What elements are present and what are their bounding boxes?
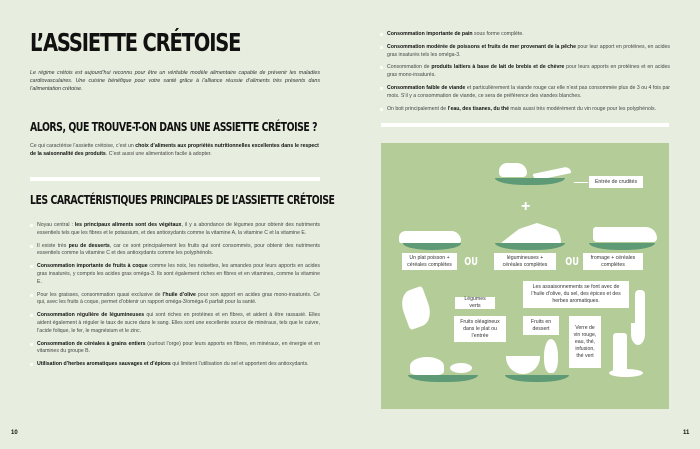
or-label: OU — [565, 255, 580, 268]
olive-oil-bottle-icon — [635, 290, 645, 326]
green-vegetables-icon — [397, 286, 434, 331]
teapot-icon — [613, 333, 627, 373]
list-item: Consommation de céréales à grains entiers (surtout l’orge) pour leurs apports en fibres, en minéraux, en énergie et en vitamines du groupe B. — [30, 341, 320, 357]
page-number: 10 — [11, 430, 18, 436]
section-what-text: Ce qui caractérise l’assiette crétoise, c’est un choix d’aliments aux propriétés nutritionnelles excellentes dans le respect de la saisonnalité des produits. C’est aussi une alimentation facile à adopter. — [30, 143, 319, 157]
list-item: Utilisation d’herbes aromatiques sauvages et d’épices qui limitent l’utilisation du sel et apportent des antioxydants. — [30, 361, 320, 369]
label-green-vegetables: Légumes verts — [455, 297, 495, 309]
banana-icon — [506, 356, 540, 374]
right-list — [380, 31, 670, 118]
intro-text: Le régime crétois est aujourd’hui reconnu pour être un véritable modèle alimentaire capable de prévenir les maladies cardiovasculaires. Une cuisine bénéfique pour votre santé grâce à l’alliance réussie d’aliments très présents dans l’alimentation crétoise. — [30, 70, 320, 93]
label-nuts: Fruits oléagineux dans le plat ou l’entrée — [454, 316, 506, 342]
tea-cup-icon — [609, 369, 643, 377]
pineapple-icon — [544, 339, 558, 373]
arrow-icon — [574, 182, 588, 183]
right-page — [350, 0, 700, 449]
list-item: Consommation importante de pain sous forme complète. — [380, 31, 670, 39]
fish-icon — [399, 231, 461, 243]
section-heading-what: ALORS, QUE TROUVE-T-ON DANS UNE ASSIETTE CRÉTOISE ? — [30, 120, 318, 134]
almonds-icon — [450, 363, 472, 373]
list-item: Consommation importante de fruits à coque comme les noix, les noisettes, les amandes pour leurs apports en acides gras insaturés, y compris les acides gras oméga-3. Ils sont également riches en fibres et en vitamines, comme la vitamine E. — [30, 263, 320, 286]
divider — [30, 177, 320, 181]
wine-glass-icon — [631, 323, 645, 345]
section-heading-characteristics: LES CARACTÉRISTIQUES PRINCIPALES DE L’ASSIETTE CRÉTOISE — [30, 193, 335, 207]
label-fruits: Fruits en dessert — [523, 316, 559, 335]
starter-plate-icon — [495, 178, 565, 185]
cheese-bread-icon — [593, 227, 657, 242]
or-label: OU — [464, 255, 479, 268]
salad-icon — [499, 163, 527, 177]
grain-icon — [501, 223, 561, 243]
list-item: Noyau central : les principaux aliments sont des végétaux, il y a abondance de légumes pour obtenir des nutriments essentiels tels que les fibres et le potassium, et des antioxydants comme la vitamine A, la vitamine C et la vitamine E. — [30, 222, 320, 238]
list-item: Pour les graisses, consommation quasi exclusive de l’huile d’olive pour son apport en acides gras mono-insaturés. Ce qui, avec les fruits à coque, permet d’obtenir un rapport oméga-3/oméga-6 parfait pour la santé. — [30, 292, 320, 308]
characteristics-list — [30, 222, 320, 374]
label-seasoning: Les assaisonnements se font avec de l’huile d’olive, du sel, des épices et des herbes aromatiques. — [523, 281, 629, 308]
cretan-plate-infographic — [381, 143, 669, 409]
label-starter: Entrée de crudités — [589, 176, 643, 188]
plus-icon: + — [521, 198, 531, 215]
nuts-icon — [410, 357, 444, 375]
fish-plate-icon — [403, 243, 461, 250]
label-fish-option: Un plat poisson + céréales complètes — [402, 253, 457, 270]
page-title: L’ASSIETTE CRÉTOISE — [30, 28, 241, 57]
legume-plate-icon — [495, 243, 565, 250]
label-drinks: Verre de vin rouge, eau, thé, infusion, thé vert — [569, 316, 601, 368]
divider — [381, 123, 669, 127]
list-item: On boit principalement de l’eau, des tisanes, du thé mais aussi très modérément du vin rouge pour les polyphénols. — [380, 106, 670, 114]
nuts-plate-icon — [408, 375, 478, 382]
list-item: Consommation modérée de poissons et fruits de mer provenant de la pêche pour leur apport en protéines, en acides gras insaturés tels les oméga-3. — [380, 44, 670, 60]
list-item: Consommation régulière de légumineuses qui sont riches en protéines et en fibres, et aident à être rassasié. Elles aident également à réguler le taux de sucre dans le sang. Elles sont une excellente source de minéraux, tels que le cuivre, l’acide folique, le fer, le magnésium et le zinc. — [30, 312, 320, 335]
label-legume-option: légumineuses + céréales complètes — [494, 253, 556, 270]
fruit-plate-icon — [505, 375, 569, 382]
list-item: Consommation faible de viande et particulièrement la viande rouge car elle n’est pas consommée plus de 3 ou 4 fois par mois. S’il y a consommation de viande, ce sera de préférence des viandes blanches. — [380, 85, 670, 101]
list-item: Consommation de produits laitiers à base de lait de brebis et de chèvre pour leurs apports en protéines et en acides gras mono-insaturés. — [380, 64, 670, 80]
page-number: 11 — [683, 430, 690, 436]
label-cheese-option: fromage + céréales complètes — [583, 253, 643, 270]
list-item: Il existe très peu de desserts, car ce sont principalement les fruits qui sont consommés, pour obtenir des nutriments essentiels comme la vitamine C et des antioxydants comme les polyphénols. — [30, 243, 320, 259]
cheese-plate-icon — [589, 243, 655, 250]
